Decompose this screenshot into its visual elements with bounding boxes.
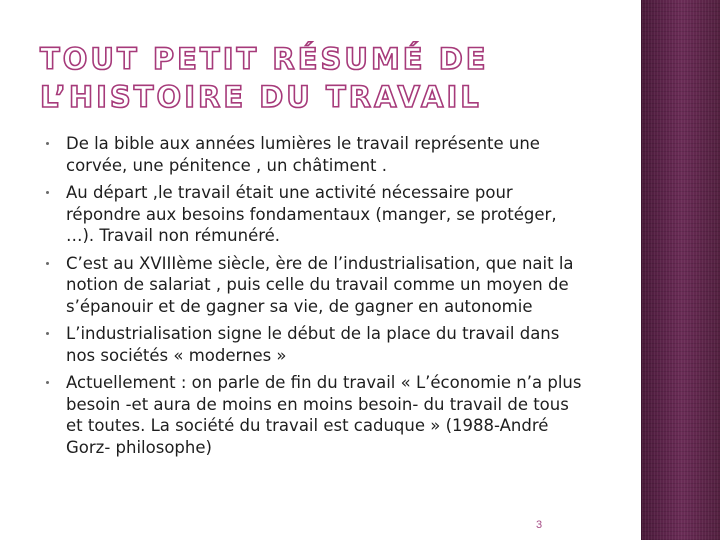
bullet-text: De la bible aux années lumières le travail représente une corvée, une pénitence , un châtiment . <box>66 134 540 175</box>
bullet-dot-icon <box>46 332 49 335</box>
bullet-text: C’est au XVIIIème siècle, ère de l’industrialisation, que nait la notion de salariat , puis celle du travail comme un moyen de s’épanouir et de gagner sa vie, de gagner en autonomie <box>66 253 574 316</box>
bullet-item <box>46 133 586 176</box>
bullet-text: L’industrialisation signe le début de la place du travail dans nos sociétés « modernes » <box>66 324 560 365</box>
bullet-dot-icon <box>46 262 49 265</box>
page-number: 3 <box>535 519 543 531</box>
bullet-item <box>46 253 586 318</box>
bullet-item <box>46 182 586 247</box>
bullet-text: Au départ ,le travail était une activité nécessaire pour répondre aux besoins fondamentaux (manger, se protéger, …). Travail non rémunéré. <box>66 183 557 245</box>
bullet-dot-icon <box>46 142 49 145</box>
slide-title: TOUT PETIT RÉSUMÉ DE L’HISTOIRE DU TRAVAIL <box>40 42 489 114</box>
decorative-side-panel <box>641 0 720 540</box>
bullet-dot-icon <box>46 381 49 384</box>
bullet-item <box>46 372 586 458</box>
bullet-item <box>46 323 586 366</box>
bullet-dot-icon <box>46 191 49 194</box>
bullet-list <box>46 133 586 464</box>
bullet-text: Actuellement : on parle de fin du travail « L’économie n’a plus besoin -et aura de moins en moins besoin- du travail de tous et toutes. La société du travail est caduque » (1988-André Gorz- philosophe) <box>66 373 582 457</box>
